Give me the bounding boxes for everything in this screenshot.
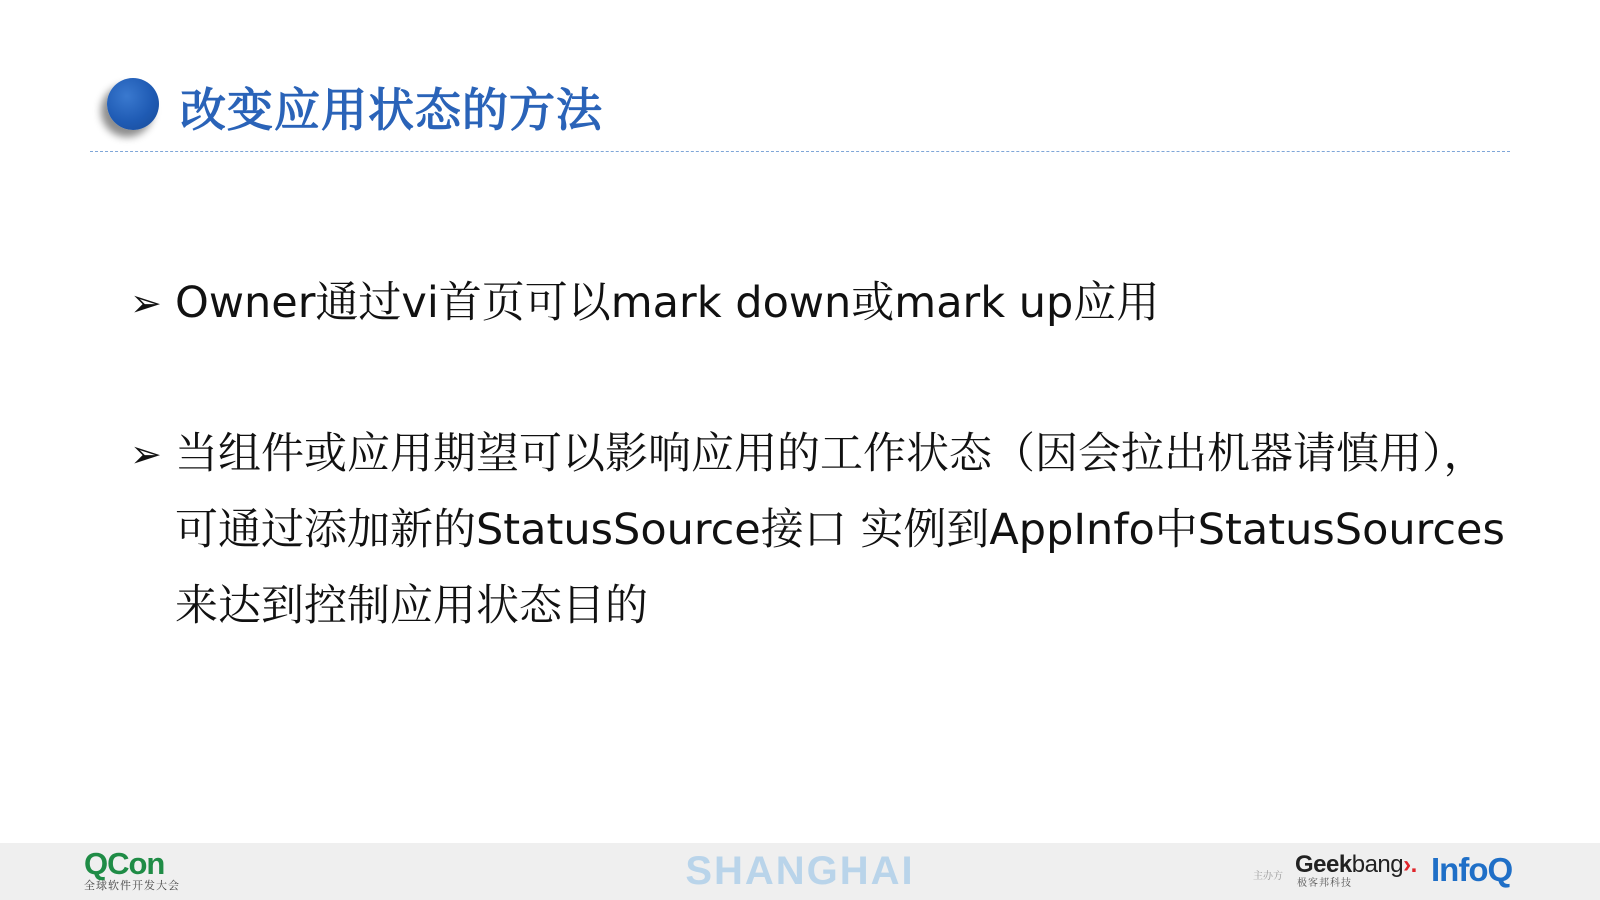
sponsor-label: 主办方 bbox=[1253, 871, 1283, 882]
bullet-text: 当组件或应用期望可以影响应用的工作状态（因会拉出机器请慎用），可通过添加新的StatusSource接口 实例到AppInfo中StatusSources来达到控制应用状态目的 bbox=[175, 429, 1505, 631]
slide-title: 改变应用状态的方法 bbox=[180, 83, 603, 137]
geekbang-logo-prefix: Geek bbox=[1295, 851, 1352, 878]
title-bullet-icon bbox=[107, 78, 159, 130]
infoq-logo: InfoQ bbox=[1431, 851, 1513, 888]
geekbang-logo-text bbox=[1295, 852, 1417, 878]
geekbang-subtitle: 极客邦科技 bbox=[1297, 878, 1352, 889]
footer-bar bbox=[0, 843, 1600, 900]
bullet-item bbox=[130, 416, 1510, 644]
geekbang-logo-suffix: bang bbox=[1351, 851, 1404, 878]
bullet-item bbox=[130, 265, 1510, 341]
bullet-text: Owner通过vi首页可以mark down或mark up应用 bbox=[175, 278, 1160, 328]
geekbang-caret-icon: ›. bbox=[1403, 851, 1417, 878]
title-divider bbox=[90, 151, 1510, 152]
arrow-bullet-icon: ➢ bbox=[130, 432, 162, 476]
qcon-logo-text: QCon bbox=[84, 846, 165, 881]
qcon-subtitle: 全球软件开发大会 bbox=[84, 879, 180, 892]
arrow-bullet-icon: ➢ bbox=[130, 281, 162, 325]
geekbang-logo bbox=[1295, 852, 1417, 890]
city-name: SHANGHAI bbox=[685, 849, 915, 893]
